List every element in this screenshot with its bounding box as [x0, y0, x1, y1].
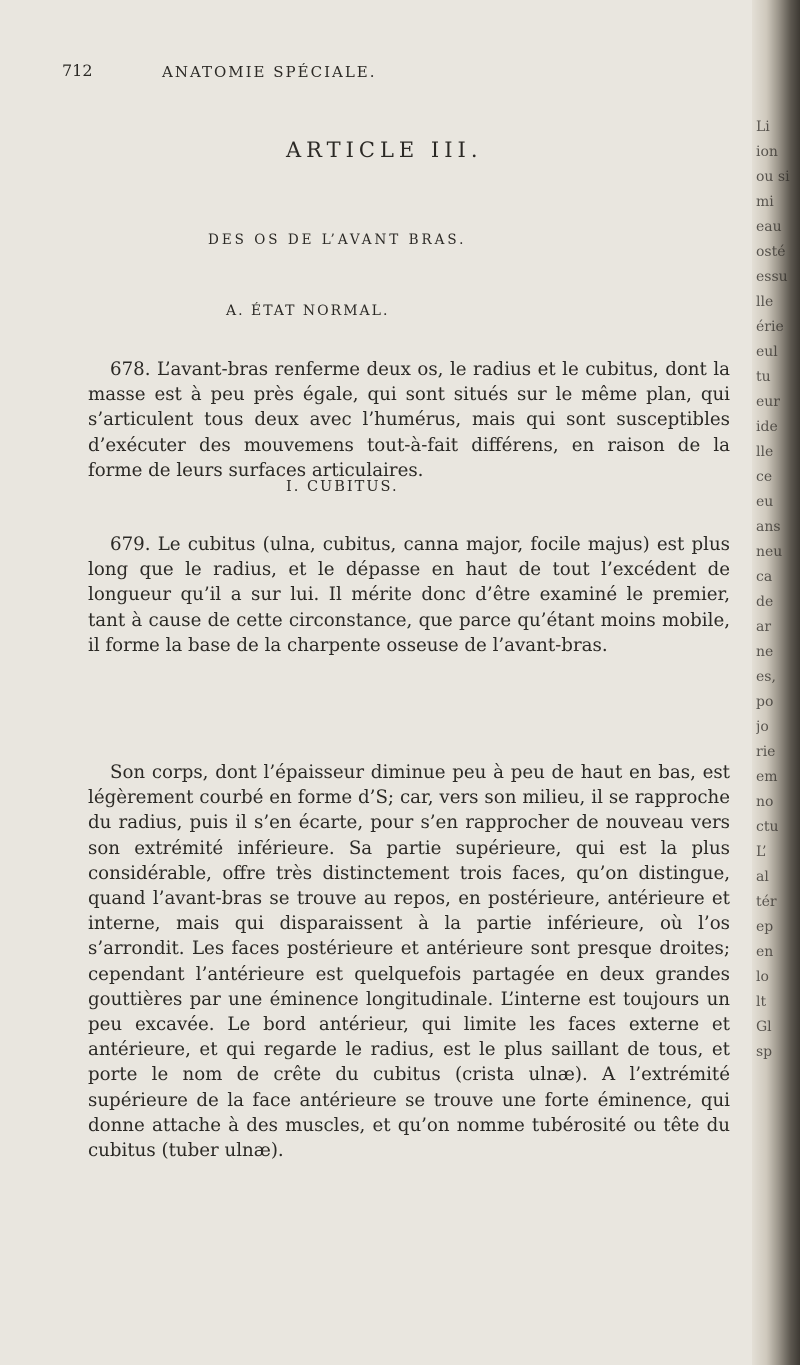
margin-fragment: em: [756, 769, 778, 785]
margin-fragment: eau: [756, 219, 782, 235]
margin-fragment: lle: [756, 294, 774, 310]
margin-fragment: ar: [756, 619, 772, 635]
margin-fragment: eu: [756, 494, 774, 510]
margin-fragment: ne: [756, 644, 774, 660]
margin-fragment: ide: [756, 419, 778, 435]
paragraph-corps: [88, 760, 730, 1163]
margin-fragment: de: [756, 594, 774, 610]
section-heading-a: A. ÉTAT NORMAL.: [226, 303, 390, 319]
margin-fragment: Li: [756, 119, 770, 135]
margin-fragment: ion: [756, 144, 778, 160]
article-title: ARTICLE III.: [286, 138, 483, 162]
paragraph-text: Son corps, dont l’épaisseur diminue peu à peu de haut en bas, est légèrement courbé en forme d’S; car, vers son milieu, il se rapproche du radius, puis il s’en écarte, pour s’en rapprocher de nouveau vers son extrémité inférieure. Sa partie supérieure, qui est la plus considérable, offre très distinctement trois faces, qu’on distingue, quand l’avant-bras se trouve au repos, en postérieure, antérieure et interne, mais qui disparaissent à la partie inférieure, où l’os s’arrondit. Les faces postérieure et antérieure sont presque droites; cependant l’antérieure est quelquefois partagée en deux grandes gouttières par une éminence longitudinale. L’interne est toujours un peu excavée. Le bord antérieur, qui limite les faces externe et antérieure, et qui regarde le radius, est le plus saillant de tous, et porte le nom de crête du cubitus (crista ulnæ). A l’extrémité supérieure de la face antérieure se trouve une forte éminence, qui donne attache à des muscles, et qu’on nomme tubérosité ou tête du cubitus (tuber ulnæ).: [88, 762, 730, 1162]
margin-fragment: rie: [756, 744, 776, 760]
margin-fragment: lo: [756, 969, 769, 985]
margin-fragment: en: [756, 944, 774, 960]
margin-fragment: neu: [756, 544, 783, 560]
paragraph-679: [88, 532, 730, 658]
margin-fragment: lt: [756, 994, 767, 1010]
margin-fragment: osté: [756, 244, 786, 260]
margin-fragment: tu: [756, 369, 771, 385]
article-subtitle: DES OS DE L’AVANT BRAS.: [208, 232, 467, 248]
margin-fragment: Gl: [756, 1019, 772, 1035]
facing-page-fragments: [756, 115, 800, 1065]
margin-fragment: sp: [756, 1044, 773, 1060]
margin-fragment: ep: [756, 919, 774, 935]
margin-fragment: po: [756, 694, 774, 710]
margin-fragment: eul: [756, 344, 778, 360]
paragraph-text: 679. Le cubitus (ulna, cubitus, canna major, focile majus) est plus long que le radius, et le dépasse en haut de tout l’excédent de longueur qu’il a sur lui. Il mérite donc d’être examiné le premier, tant à cause de cette circonstance, que parce qu’étant moins mobile, il forme la base de la charpente osseuse de l’avant-bras.: [88, 534, 730, 656]
margin-fragment: ans: [756, 519, 781, 535]
margin-fragment: essu: [756, 269, 788, 285]
section-heading-cubitus: I. CUBITUS.: [286, 479, 399, 495]
margin-fragment: eur: [756, 394, 780, 410]
margin-fragment: tér: [756, 894, 777, 910]
margin-fragment: ca: [756, 569, 773, 585]
margin-fragment: es,: [756, 669, 776, 685]
margin-fragment: ou si: [756, 169, 790, 185]
page-number: 712: [62, 61, 93, 80]
paragraph-678: [88, 357, 730, 483]
margin-fragment: lle: [756, 444, 774, 460]
margin-fragment: mi: [756, 194, 774, 210]
paragraph-text: 678. L’avant-bras renferme deux os, le radius et le cubitus, dont la masse est à peu près égale, qui sont situés sur le même plan, qui s’articulent tous deux avec l’humérus, mais qui sont susceptibles d’exécuter des mouvemens tout-à-fait différens, en raison de la forme de leurs surfaces articulaires.: [88, 359, 730, 481]
running-head: ANATOMIE SPÉCIALE.: [162, 63, 377, 81]
margin-fragment: ce: [756, 469, 773, 485]
margin-fragment: jo: [756, 719, 769, 735]
margin-fragment: al: [756, 869, 769, 885]
margin-fragment: érie: [756, 319, 784, 335]
margin-fragment: no: [756, 794, 774, 810]
margin-fragment: L’: [756, 844, 767, 860]
margin-fragment: ctu: [756, 819, 779, 835]
